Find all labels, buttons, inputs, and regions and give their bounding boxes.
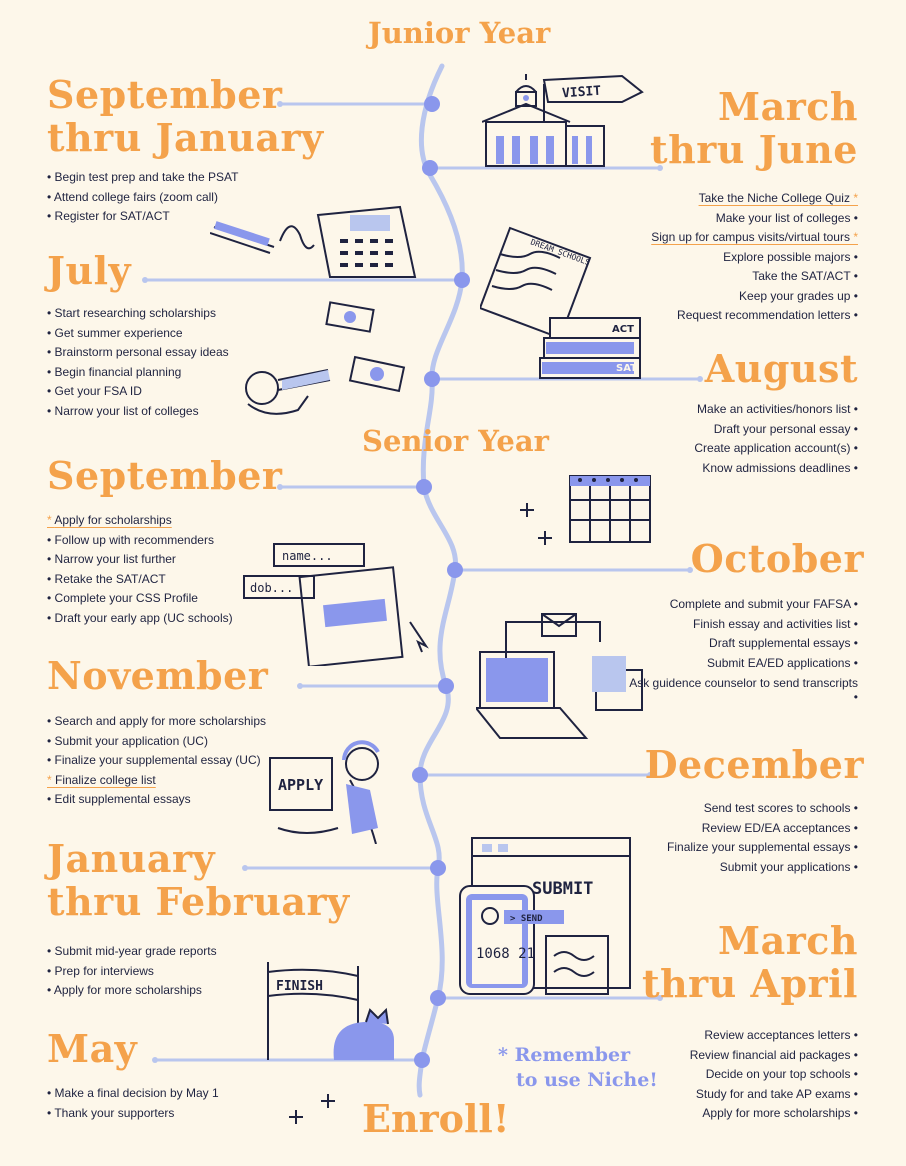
send-button-text: > SEND <box>510 914 543 924</box>
jan-feb-heading <box>47 838 350 923</box>
sep-jan-title-line1: September <box>47 72 283 117</box>
list-item: • Get summer experience <box>47 324 229 344</box>
list-item: Review acceptances letters • <box>690 1026 858 1046</box>
list-item: • Register for SAT/ACT <box>47 207 238 227</box>
list-item: Apply for more scholarships • <box>690 1104 858 1124</box>
submit-text: SUBMIT <box>532 879 594 899</box>
list-item: Submit your applications • <box>667 858 858 878</box>
finish-flag-text: FINISH <box>276 979 323 994</box>
list-item-link[interactable]: * Finalize college list <box>47 771 266 791</box>
list-item: • Finalize your supplemental essay (UC) <box>47 751 266 771</box>
scholarship-money-icon <box>238 300 408 430</box>
mar-apr-list <box>690 1026 858 1124</box>
list-item: Review ED/EA acceptances • <box>667 819 858 839</box>
list-item: Take the SAT/ACT • <box>651 267 858 287</box>
list-item: Complete and submit your FAFSA • <box>628 595 858 615</box>
may-list <box>47 1084 219 1123</box>
september-heading: September <box>47 453 283 498</box>
list-item: • Edit supplemental essays <box>47 790 266 810</box>
mar-jun-title-line2: thru June <box>650 126 858 172</box>
finish-flag-cat-icon <box>254 960 414 1060</box>
sep-jan-heading <box>47 74 324 159</box>
dream-schools-notebook-icon <box>480 218 650 380</box>
list-item: • Narrow your list further <box>47 550 233 570</box>
list-item: • Attend college fairs (zoom call) <box>47 188 238 208</box>
list-item: Make an activities/honors list • <box>694 400 858 420</box>
list-item: Study for and take AP exams • <box>690 1085 858 1105</box>
sparkle-icon <box>282 1090 352 1130</box>
september-list <box>47 511 233 628</box>
calendar-icon <box>508 440 658 555</box>
list-item: Finalize your supplemental essays • <box>667 838 858 858</box>
august-list <box>694 400 858 478</box>
mar-jun-heading <box>650 86 858 171</box>
dob-field-text: dob... <box>250 581 294 595</box>
august-heading: August <box>704 346 858 391</box>
list-item: Ask guidence counselor to send transcripts • <box>628 676 858 704</box>
list-item: • Search and apply for more scholarships <box>47 712 266 732</box>
july-list <box>47 304 229 421</box>
act-book-text: ACT <box>612 324 634 335</box>
jan-feb-title-line2: thru February <box>47 878 350 924</box>
may-heading: May <box>47 1026 138 1071</box>
list-item: Draft supplemental essays • <box>628 634 858 654</box>
list-item: Finish essay and activities list • <box>628 615 858 635</box>
list-item: • Complete your CSS Profile <box>47 589 233 609</box>
november-heading: November <box>47 653 269 698</box>
mar-jun-title-line1: March <box>718 84 858 129</box>
list-item: • Begin financial planning <box>47 363 229 383</box>
junior-year-heading: Junior Year <box>368 16 551 50</box>
list-item: • Retake the SAT/ACT <box>47 570 233 590</box>
list-item: • Follow up with recommenders <box>47 531 233 551</box>
online-form-icon <box>242 542 438 666</box>
october-list <box>628 595 858 704</box>
list-item: • Narrow your list of colleges <box>47 402 229 422</box>
list-item: • Begin test prep and take the PSAT <box>47 168 238 188</box>
list-item: • Brainstorm personal essay ideas <box>47 343 229 363</box>
mar-apr-title-line1: March <box>718 918 858 963</box>
list-item: Explore possible majors • <box>651 248 858 268</box>
remember-note <box>498 1043 658 1093</box>
college-building-icon <box>482 74 652 168</box>
list-item: Decide on your top schools • <box>690 1065 858 1085</box>
submit-phone-icon <box>458 836 638 996</box>
list-item: Make your list of colleges • <box>651 209 858 229</box>
sat-book-text: SAT <box>616 363 637 374</box>
visit-flag-text: VISIT <box>561 83 602 102</box>
november-list <box>47 712 266 810</box>
list-item: • Submit your application (UC) <box>47 732 266 752</box>
october-heading: October <box>690 536 864 581</box>
senior-year-heading: Senior Year <box>362 424 549 458</box>
list-item: Request recommendation letters • <box>651 306 858 326</box>
apply-screen-text: APPLY <box>278 776 324 794</box>
list-item: Submit EA/ED applications • <box>628 654 858 674</box>
remember-line1: Remember <box>514 1044 631 1066</box>
mar-apr-heading <box>642 920 858 1005</box>
list-item: • Apply for more scholarships <box>47 981 217 1001</box>
asterisk-icon: * <box>498 1044 508 1066</box>
apply-computer-icon <box>266 738 396 844</box>
name-field-text: name... <box>282 549 333 563</box>
list-item: Review financial aid packages • <box>690 1046 858 1066</box>
dream-schools-text: DREAM SCHOOLS <box>529 237 592 268</box>
july-heading: July <box>47 248 132 293</box>
laptop-email-icon <box>476 612 656 752</box>
sep-jan-title-line2: thru January <box>47 114 324 160</box>
list-item: • Submit mid-year grade reports <box>47 942 217 962</box>
list-item-link[interactable]: * Apply for scholarships <box>47 511 233 531</box>
test-paper-pencil-icon <box>210 205 425 280</box>
list-item: • Start researching scholarships <box>47 304 229 324</box>
jan-feb-list <box>47 942 217 1001</box>
list-item: • Make a final decision by May 1 <box>47 1084 219 1104</box>
list-item-link[interactable]: Take the Niche College Quiz * <box>651 189 858 209</box>
list-item: Create application account(s) • <box>694 439 858 459</box>
list-item: Draft your personal essay • <box>694 420 858 440</box>
phone-digits-text: 1068 21 <box>476 946 536 962</box>
list-item: • Draft your early app (UC schools) <box>47 609 233 629</box>
list-item: • Get your FSA ID <box>47 382 229 402</box>
mar-apr-title-line2: thru April <box>641 960 858 1006</box>
mar-jun-list <box>651 189 858 326</box>
december-heading: December <box>644 742 864 787</box>
list-item: • Prep for interviews <box>47 962 217 982</box>
enroll-heading: Enroll! <box>362 1096 510 1141</box>
december-list <box>667 799 858 877</box>
list-item: Know admissions deadlines • <box>694 459 858 479</box>
jan-feb-title-line1: January <box>47 836 216 881</box>
list-item: Send test scores to schools • <box>667 799 858 819</box>
list-item: Keep your grades up • <box>651 287 858 307</box>
list-item: • Thank your supporters <box>47 1104 219 1124</box>
remember-line2: to use Niche! <box>516 1069 658 1091</box>
list-item-link[interactable]: Sign up for campus visits/virtual tours * <box>651 228 858 248</box>
